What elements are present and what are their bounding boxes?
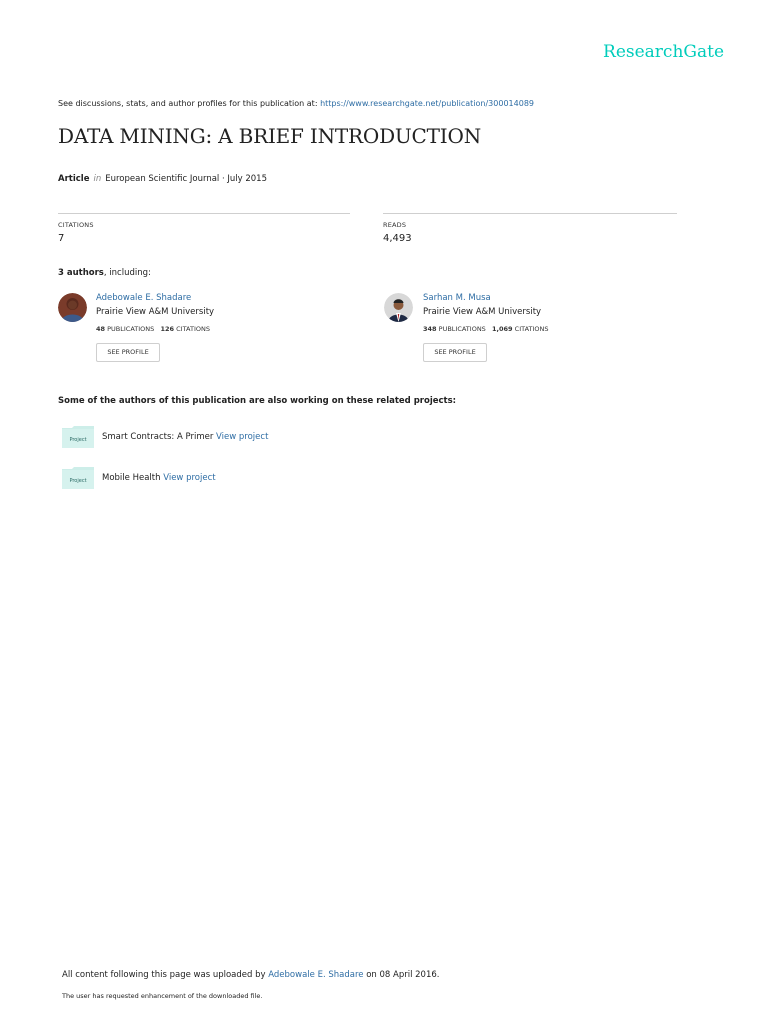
project-name: Mobile Health — [102, 473, 161, 483]
author-citations-label: CITATIONS — [176, 325, 210, 333]
author-affiliation: Prairie View A&M University — [423, 307, 542, 317]
citations-divider — [58, 213, 350, 214]
in-word: in — [93, 174, 102, 184]
upload-note — [62, 970, 439, 980]
project-name: Smart Contracts: A Primer — [102, 432, 214, 442]
upload-prefix: All content following this page was uploaded by — [62, 970, 269, 980]
author-citations-count: 126 — [160, 325, 175, 333]
author-publications-label: PUBLICATIONS — [107, 325, 155, 333]
page-title: DATA MINING: A BRIEF INTRODUCTION — [58, 124, 481, 148]
publication-url-link[interactable]: https://www.researchgate.net/publication/300014089 — [320, 99, 534, 108]
author-name-link[interactable]: Sarhan M. Musa — [423, 293, 491, 303]
author-affiliation: Prairie View A&M University — [96, 307, 215, 317]
author-citations-count: 1,069 — [492, 325, 513, 333]
author-citations-label: CITATIONS — [514, 325, 549, 333]
view-project-link[interactable]: View project — [216, 432, 269, 442]
upload-suffix: on 08 April 2016. — [363, 970, 440, 980]
uploader-link[interactable]: Adebowale E. Shadare — [268, 970, 364, 980]
project-item — [102, 473, 216, 483]
see-profile-button[interactable]: SEE PROFILE — [96, 343, 160, 362]
project-item — [102, 432, 268, 442]
author-stats — [96, 325, 210, 333]
discussion-text: See discussions, stats, and author profiles for this publication at: — [58, 99, 321, 108]
publication-type: Article — [58, 174, 90, 184]
authors-heading — [58, 268, 151, 278]
authors-count: 3 authors — [58, 268, 104, 278]
reads-divider — [383, 213, 677, 214]
project-folder-icon[interactable] — [62, 426, 94, 448]
avatar[interactable] — [384, 293, 413, 322]
author-publications-label: PUBLICATIONS — [438, 325, 486, 333]
reads-value: 4,493 — [383, 233, 412, 244]
project-icon-label: Project — [69, 437, 87, 443]
see-profile-button[interactable]: SEE PROFILE — [423, 343, 487, 362]
view-project-link[interactable]: View project — [163, 473, 216, 483]
author-publications-count: 48 — [96, 325, 106, 333]
related-projects-heading: Some of the authors of this publication are also working on these related projects: — [58, 396, 457, 406]
citations-value: 7 — [58, 233, 65, 244]
publication-meta — [58, 174, 267, 184]
author-stats — [423, 325, 549, 333]
project-folder-icon[interactable] — [62, 467, 94, 489]
discussion-line — [58, 99, 534, 108]
reads-label: READS — [383, 221, 407, 229]
authors-suffix: , including: — [103, 268, 151, 278]
author-publications-count: 348 — [423, 325, 437, 333]
researchgate-logo[interactable]: ResearchGate — [603, 42, 724, 62]
journal-date: European Scientific Journal · July 2015 — [105, 174, 268, 184]
avatar[interactable] — [58, 293, 87, 322]
author-name-link[interactable]: Adebowale E. Shadare — [96, 293, 192, 303]
project-icon-label: Project — [69, 478, 87, 484]
enhancement-note: The user has requested enhancement of the downloaded file. — [62, 992, 263, 1000]
citations-label: CITATIONS — [58, 221, 94, 229]
